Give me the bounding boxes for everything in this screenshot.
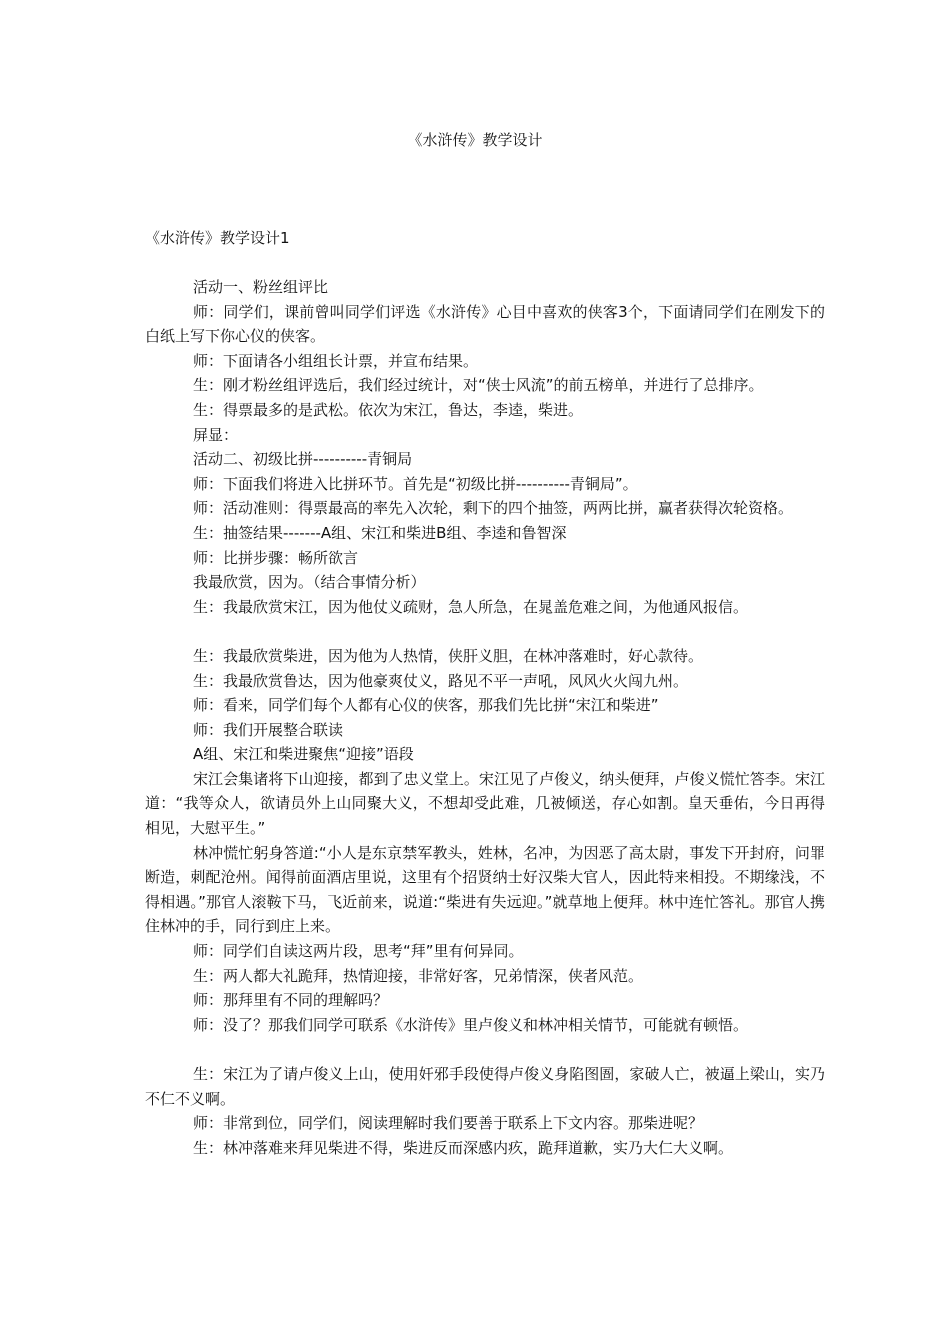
- paragraph: 宋江会集诸将下山迎接，都到了忠义堂上。宋江见了卢俊义，纳头便拜，卢俊义慌忙答李。宋江道：“我等众人，欲请员外上山同聚大义，不想却受此难，几被倾送，存心如割。皇天垂佑，今日再得相见，大慰平生。”: [145, 769, 825, 838]
- paragraph: 林冲慌忙躬身答道:“小人是东京禁军教头，姓林，名冲，为因恶了高太尉，事发下开封府，问罪断造，刺配沧州。闻得前面酒店里说，这里有个招贤纳士好汉柴大官人，因此特来相投。不期缘浅，不得相遇。”那官人滚鞍下马，飞近前来，说道:“柴进有失远迎。”就草地上便拜。林中连忙答礼。那官人携住林冲的手，同行到庄上来。: [145, 843, 825, 936]
- paragraph: 生：我最欣赏宋江，因为他仗义疏财，急人所急，在晁盖危难之间，为他通风报信。: [193, 597, 749, 616]
- paragraph: 师：那拜里有不同的理解吗？: [193, 991, 389, 1010]
- paragraph: 师：下面我们将进入比拼环节。首先是“初级比拼----------青铜局”。: [193, 474, 638, 493]
- paragraph: 生：得票最多的是武松。依次为宋江，鲁达，李逵，柴进。: [193, 400, 584, 419]
- paragraph: 生：刚才粉丝组评选后，我们经过统计，对“侠士风流”的前五榜单，并进行了总排序。: [193, 376, 764, 395]
- paragraph: 活动二、初级比拼----------青铜局: [193, 450, 413, 469]
- paragraph: 生：林冲落难来拜见柴进不得，柴进反而深感内疚，跪拜道歉，实乃大仁大义啊。: [193, 1138, 734, 1157]
- paragraph: 师：比拼步骤：畅所欲言: [193, 548, 359, 567]
- paragraph: 活动一、粉丝组评比: [193, 278, 329, 296]
- paragraph: 我最欣赏，因为。（结合事情分析）: [193, 573, 426, 592]
- paragraph: 师：活动准则：得票最高的率先入次轮，剩下的四个抽签，两两比拼，赢者获得次轮资格。: [193, 499, 794, 518]
- section-title: 《水浒传》教学设计1: [145, 229, 290, 247]
- paragraph: 师：同学们自读这两片段，思考“拜”里有何异同。: [193, 942, 524, 961]
- document-title: 《水浒传》教学设计: [407, 131, 543, 149]
- paragraph: A组、宋江和柴进聚焦“迎接”语段: [193, 745, 414, 764]
- paragraph: 师：我们开展整合联读: [193, 720, 344, 739]
- paragraph: 生：抽签结果-------A组、宋江和柴进B组、李逵和鲁智深: [193, 523, 567, 542]
- blank-line: [145, 1037, 825, 1062]
- blank-line: [145, 619, 825, 644]
- paragraph: 生：我最欣赏鲁达，因为他豪爽仗义，路见不平一声吼，风风火火闯九州。: [193, 671, 689, 690]
- paragraph: 师：下面请各小组组长计票，并宣布结果。: [193, 351, 479, 370]
- paragraph: 生：宋江为了请卢俊义上山，使用奸邪手段使得卢俊义身陷图圄，家破人亡，被逼上梁山，实乃不仁不义啊。: [145, 1065, 825, 1108]
- paragraph: 师：没了？那我们同学可联系《水浒传》里卢俊义和林冲相关情节，可能就有顿悟。: [193, 1015, 749, 1034]
- paragraph: 屏显：: [193, 425, 239, 444]
- paragraph: 师：非常到位，同学们，阅读理解时我们要善于联系上下文内容。那柴进呢？: [193, 1114, 704, 1133]
- paragraph: 生：我最欣赏柴进，因为他为人热情，侠肝义胆，在林冲落难时，好心款待。: [193, 646, 704, 665]
- paragraph: 生：两人都大礼跪拜，热情迎接，非常好客，兄弟情深，侠者风范。: [193, 966, 644, 985]
- paragraph: 师：同学们，课前曾叫同学们评选《水浒传》心目中喜欢的侠客3个，下面请同学们在刚发下的白纸上写下你心仪的侠客。: [145, 302, 825, 346]
- document-body: [145, 275, 825, 1160]
- paragraph: 师：看来，同学们每个人都有心仪的侠客，那我们先比拼“宋江和柴进”: [193, 696, 659, 715]
